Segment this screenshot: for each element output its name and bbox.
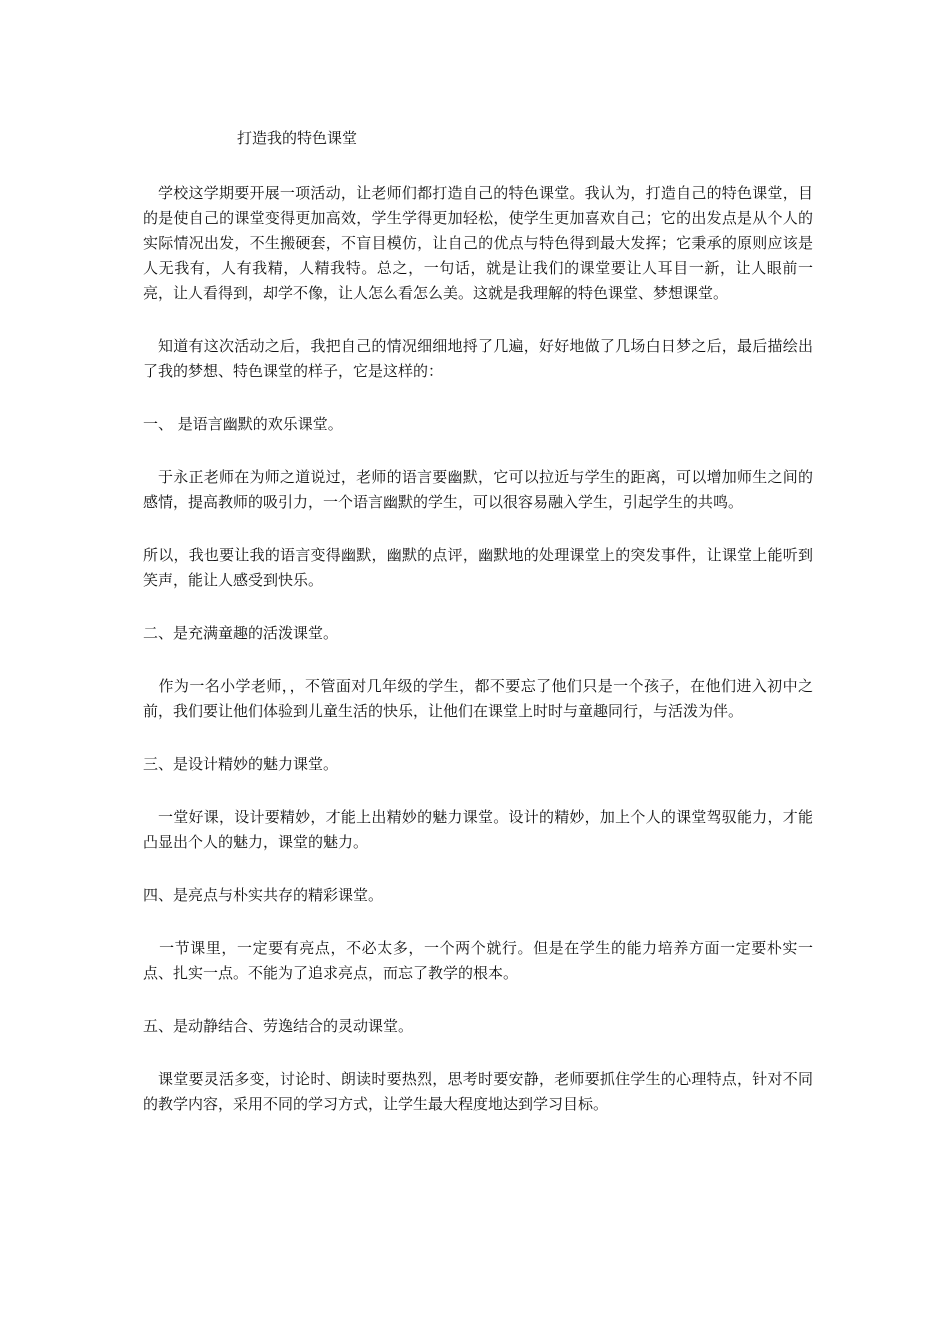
heading-1: 一、 是语言幽默的欢乐课堂。	[143, 415, 343, 433]
paragraph-4: 一节课里，一定要有亮点，不必太多，一个两个就行。但是在学生的能力培养方面一定要朴实一点、扎实一点。不能为了追求亮点，而忘了教学的根本。	[143, 939, 813, 982]
heading-4: 四、是亮点与朴实共存的精彩课堂。	[143, 886, 384, 904]
paragraph-1a: 于永正老师在为师之道说过，老师的语言要幽默，它可以拉近与学生的距离，可以增加师生之间的感情，提高教师的吸引力，一个语言幽默的学生，可以很容易融入学生，引起学生的共鸣。	[143, 468, 813, 511]
document-title: 打造我的特色课堂	[237, 129, 358, 147]
paragraph-3: 一堂好课，设计要精妙，才能上出精妙的魅力课堂。设计的精妙，加上个人的课堂驾驭能力，才能凸显出个人的魅力，课堂的魅力。	[143, 808, 813, 851]
paragraph-2: 作为一名小学老师，，不管面对几年级的学生，都不要忘了他们只是一个孩子，在他们进入初中之前，我们要让他们体验到儿童生活的快乐，让他们在课堂上时时与童趣同行，与活泼为伴。	[143, 677, 813, 720]
paragraph-5: 课堂要灵活多变，讨论时、朗读时要热烈，思考时要安静，老师要抓住学生的心理特点，针对不同的教学内容，采用不同的学习方式，让学生最大程度地达到学习目标。	[143, 1070, 813, 1113]
heading-2: 二、是充满童趣的活泼课堂。	[143, 624, 339, 642]
paragraph-1b: 所以，我也要让我的语言变得幽默，幽默的点评，幽默地的处理课堂上的突发事件，让课堂上能听到笑声，能让人感受到快乐。	[143, 546, 813, 589]
paragraph-dream: 知道有这次活动之后，我把自己的情况细细地捋了几遍，好好地做了几场白日梦之后，最后描绘出了我的梦想、特色课堂的样子，它是这样的：	[143, 337, 813, 380]
heading-3: 三、是设计精妙的魅力课堂。	[143, 755, 339, 773]
paragraph-intro: 学校这学期要开展一项活动，让老师们都打造自己的特色课堂。我认为，打造自己的特色课堂，目的是使自己的课堂变得更加高效，学生学得更加轻松，使学生更加喜欢自己；它的出发点是从个人的实际情况出发，不生搬硬套，不盲目模仿，让自己的优点与特色得到最大发挥；它秉承的原则应该是人无我有，人有我精，人精我特。总之，一句话，就是让我们的课堂要让人耳目一新，让人眼前一亮，让人看得到，却学不像，让人怎么看怎么美。这就是我理解的特色课堂、梦想课堂。	[143, 184, 813, 302]
heading-5: 五、是动静结合、劳逸结合的灵动课堂。	[143, 1017, 414, 1035]
document-page	[143, 128, 813, 1117]
